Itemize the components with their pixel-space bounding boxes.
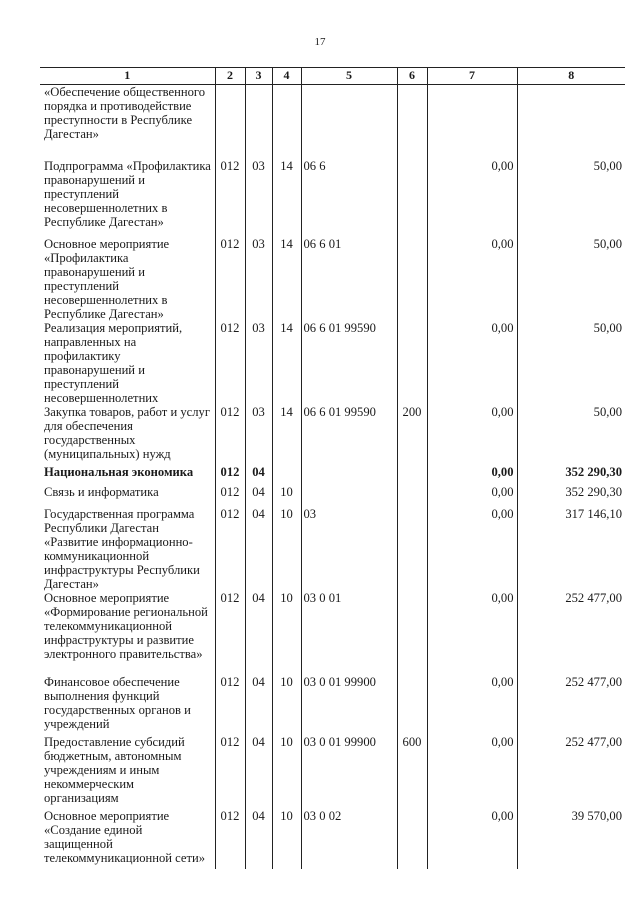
- row-division-cell: 04: [245, 507, 272, 591]
- row-division-cell: 04: [245, 809, 272, 869]
- row-expense-type-cell: [397, 591, 427, 675]
- row-expense-type-cell: [397, 507, 427, 591]
- row-target-article-cell: 06 6 01: [301, 237, 397, 321]
- row-subdivision-cell: 10: [272, 675, 301, 735]
- table-row: [40, 465, 625, 485]
- row-amount-1-cell: 0,00: [427, 507, 517, 591]
- budget-table: [40, 67, 625, 869]
- row-name-cell: Закупка товаров, работ и услуг для обеспечения государственных (муниципальных) нужд: [40, 405, 215, 465]
- row-section-code-cell: 012: [215, 237, 245, 321]
- table-row: [40, 809, 625, 869]
- row-target-article-cell: 03 0 01 99900: [301, 735, 397, 809]
- column-header: 4: [272, 68, 301, 85]
- row-section-code-cell: 012: [215, 507, 245, 591]
- row-division-cell: 03: [245, 237, 272, 321]
- row-division-cell: 04: [245, 465, 272, 485]
- row-target-article-cell: 03 0 02: [301, 809, 397, 869]
- row-expense-type-cell: [397, 159, 427, 237]
- row-name-cell: Предоставление субсидий бюджетным, автономным учреждениям и иным некоммерческим организациям: [40, 735, 215, 809]
- row-expense-type-cell: [397, 237, 427, 321]
- row-section-code-cell: 012: [215, 465, 245, 485]
- row-amount-1-cell: 0,00: [427, 485, 517, 507]
- row-expense-type-cell: [397, 465, 427, 485]
- row-name-cell: «Обеспечение общественного порядка и противодействие преступности в Республике Дагестан»: [40, 85, 215, 160]
- row-subdivision-cell: 10: [272, 735, 301, 809]
- row-amount-2-cell: 50,00: [517, 159, 625, 237]
- row-division-cell: 04: [245, 591, 272, 675]
- row-expense-type-cell: 600: [397, 735, 427, 809]
- row-name-cell: Связь и информатика: [40, 485, 215, 507]
- row-division-cell: 04: [245, 485, 272, 507]
- column-header: 1: [40, 68, 215, 85]
- table-row: [40, 591, 625, 675]
- header-row: [40, 68, 625, 85]
- row-amount-2-cell: 317 146,10: [517, 507, 625, 591]
- row-target-article-cell: 06 6: [301, 159, 397, 237]
- row-name-cell: Основное мероприятие «Профилактика правонарушений и преступлений несовершеннолетних в Республике Дагестан»: [40, 237, 215, 321]
- column-header: 6: [397, 68, 427, 85]
- row-division-cell: 03: [245, 159, 272, 237]
- column-header: 5: [301, 68, 397, 85]
- row-subdivision-cell: [272, 85, 301, 160]
- row-name-cell: Национальная экономика: [40, 465, 215, 485]
- row-expense-type-cell: [397, 321, 427, 405]
- row-expense-type-cell: [397, 85, 427, 160]
- table-row: [40, 321, 625, 405]
- row-amount-1-cell: 0,00: [427, 405, 517, 465]
- column-header: 7: [427, 68, 517, 85]
- row-expense-type-cell: [397, 485, 427, 507]
- row-subdivision-cell: 14: [272, 237, 301, 321]
- row-section-code-cell: 012: [215, 159, 245, 237]
- row-amount-2-cell: 39 570,00: [517, 809, 625, 869]
- row-name-cell: Подпрограмма «Профилактика правонарушений и преступлений несовершеннолетних в Республике Дагестан»: [40, 159, 215, 237]
- row-amount-1-cell: 0,00: [427, 675, 517, 735]
- row-amount-1-cell: 0,00: [427, 591, 517, 675]
- table-row: [40, 735, 625, 809]
- column-header: 8: [517, 68, 625, 85]
- row-amount-2-cell: 252 477,00: [517, 591, 625, 675]
- row-name-cell: Финансовое обеспечение выполнения функций государственных органов и учреждений: [40, 675, 215, 735]
- row-amount-1-cell: 0,00: [427, 321, 517, 405]
- column-header: 3: [245, 68, 272, 85]
- row-name-cell: Основное мероприятие «Создание единой защищенной телекоммуникационной сети»: [40, 809, 215, 869]
- row-amount-1-cell: 0,00: [427, 237, 517, 321]
- row-target-article-cell: [301, 85, 397, 160]
- row-expense-type-cell: [397, 809, 427, 869]
- page-number: 17: [314, 36, 326, 48]
- row-subdivision-cell: [272, 465, 301, 485]
- row-amount-2-cell: 252 477,00: [517, 675, 625, 735]
- row-target-article-cell: 06 6 01 99590: [301, 405, 397, 465]
- row-expense-type-cell: 200: [397, 405, 427, 465]
- row-name-cell: Основное мероприятие «Формирование региональной телекоммуникационной инфраструктуры и развитие электронного правительства»: [40, 591, 215, 675]
- row-amount-1-cell: 0,00: [427, 465, 517, 485]
- row-target-article-cell: 06 6 01 99590: [301, 321, 397, 405]
- row-amount-2-cell: 50,00: [517, 321, 625, 405]
- row-section-code-cell: 012: [215, 321, 245, 405]
- row-section-code-cell: 012: [215, 405, 245, 465]
- row-amount-1-cell: 0,00: [427, 735, 517, 809]
- table-row: [40, 675, 625, 735]
- row-expense-type-cell: [397, 675, 427, 735]
- row-target-article-cell: 03: [301, 507, 397, 591]
- row-target-article-cell: 03 0 01: [301, 591, 397, 675]
- row-subdivision-cell: 10: [272, 809, 301, 869]
- row-name-cell: Реализация мероприятий, направленных на профилактику правонарушений и преступлений несовершеннолетних: [40, 321, 215, 405]
- row-section-code-cell: 012: [215, 591, 245, 675]
- row-subdivision-cell: 14: [272, 159, 301, 237]
- row-target-article-cell: 03 0 01 99900: [301, 675, 397, 735]
- row-subdivision-cell: 10: [272, 507, 301, 591]
- row-division-cell: 04: [245, 735, 272, 809]
- row-subdivision-cell: 10: [272, 591, 301, 675]
- row-amount-1-cell: [427, 85, 517, 160]
- row-subdivision-cell: 10: [272, 485, 301, 507]
- table-row: [40, 507, 625, 591]
- row-section-code-cell: 012: [215, 485, 245, 507]
- table-row: [40, 485, 625, 507]
- row-division-cell: [245, 85, 272, 160]
- row-section-code-cell: 012: [215, 809, 245, 869]
- row-amount-2-cell: 50,00: [517, 237, 625, 321]
- table-row: [40, 85, 625, 160]
- row-amount-2-cell: 352 290,30: [517, 485, 625, 507]
- row-amount-2-cell: 252 477,00: [517, 735, 625, 809]
- row-subdivision-cell: 14: [272, 321, 301, 405]
- table-row: [40, 405, 625, 465]
- row-amount-2-cell: [517, 85, 625, 160]
- row-section-code-cell: [215, 85, 245, 160]
- row-name-cell: Государственная программа Республики Дагестан «Развитие информационно-коммуникационной инфраструктуры Республики Дагестан»: [40, 507, 215, 591]
- row-amount-1-cell: 0,00: [427, 809, 517, 869]
- row-division-cell: 03: [245, 405, 272, 465]
- table-body: [40, 85, 625, 870]
- table-row: [40, 237, 625, 321]
- row-division-cell: 03: [245, 321, 272, 405]
- row-subdivision-cell: 14: [272, 405, 301, 465]
- row-target-article-cell: [301, 465, 397, 485]
- table-row: [40, 159, 625, 237]
- row-amount-2-cell: 50,00: [517, 405, 625, 465]
- row-amount-2-cell: 352 290,30: [517, 465, 625, 485]
- row-section-code-cell: 012: [215, 675, 245, 735]
- column-header: 2: [215, 68, 245, 85]
- row-target-article-cell: [301, 485, 397, 507]
- row-amount-1-cell: 0,00: [427, 159, 517, 237]
- row-section-code-cell: 012: [215, 735, 245, 809]
- row-division-cell: 04: [245, 675, 272, 735]
